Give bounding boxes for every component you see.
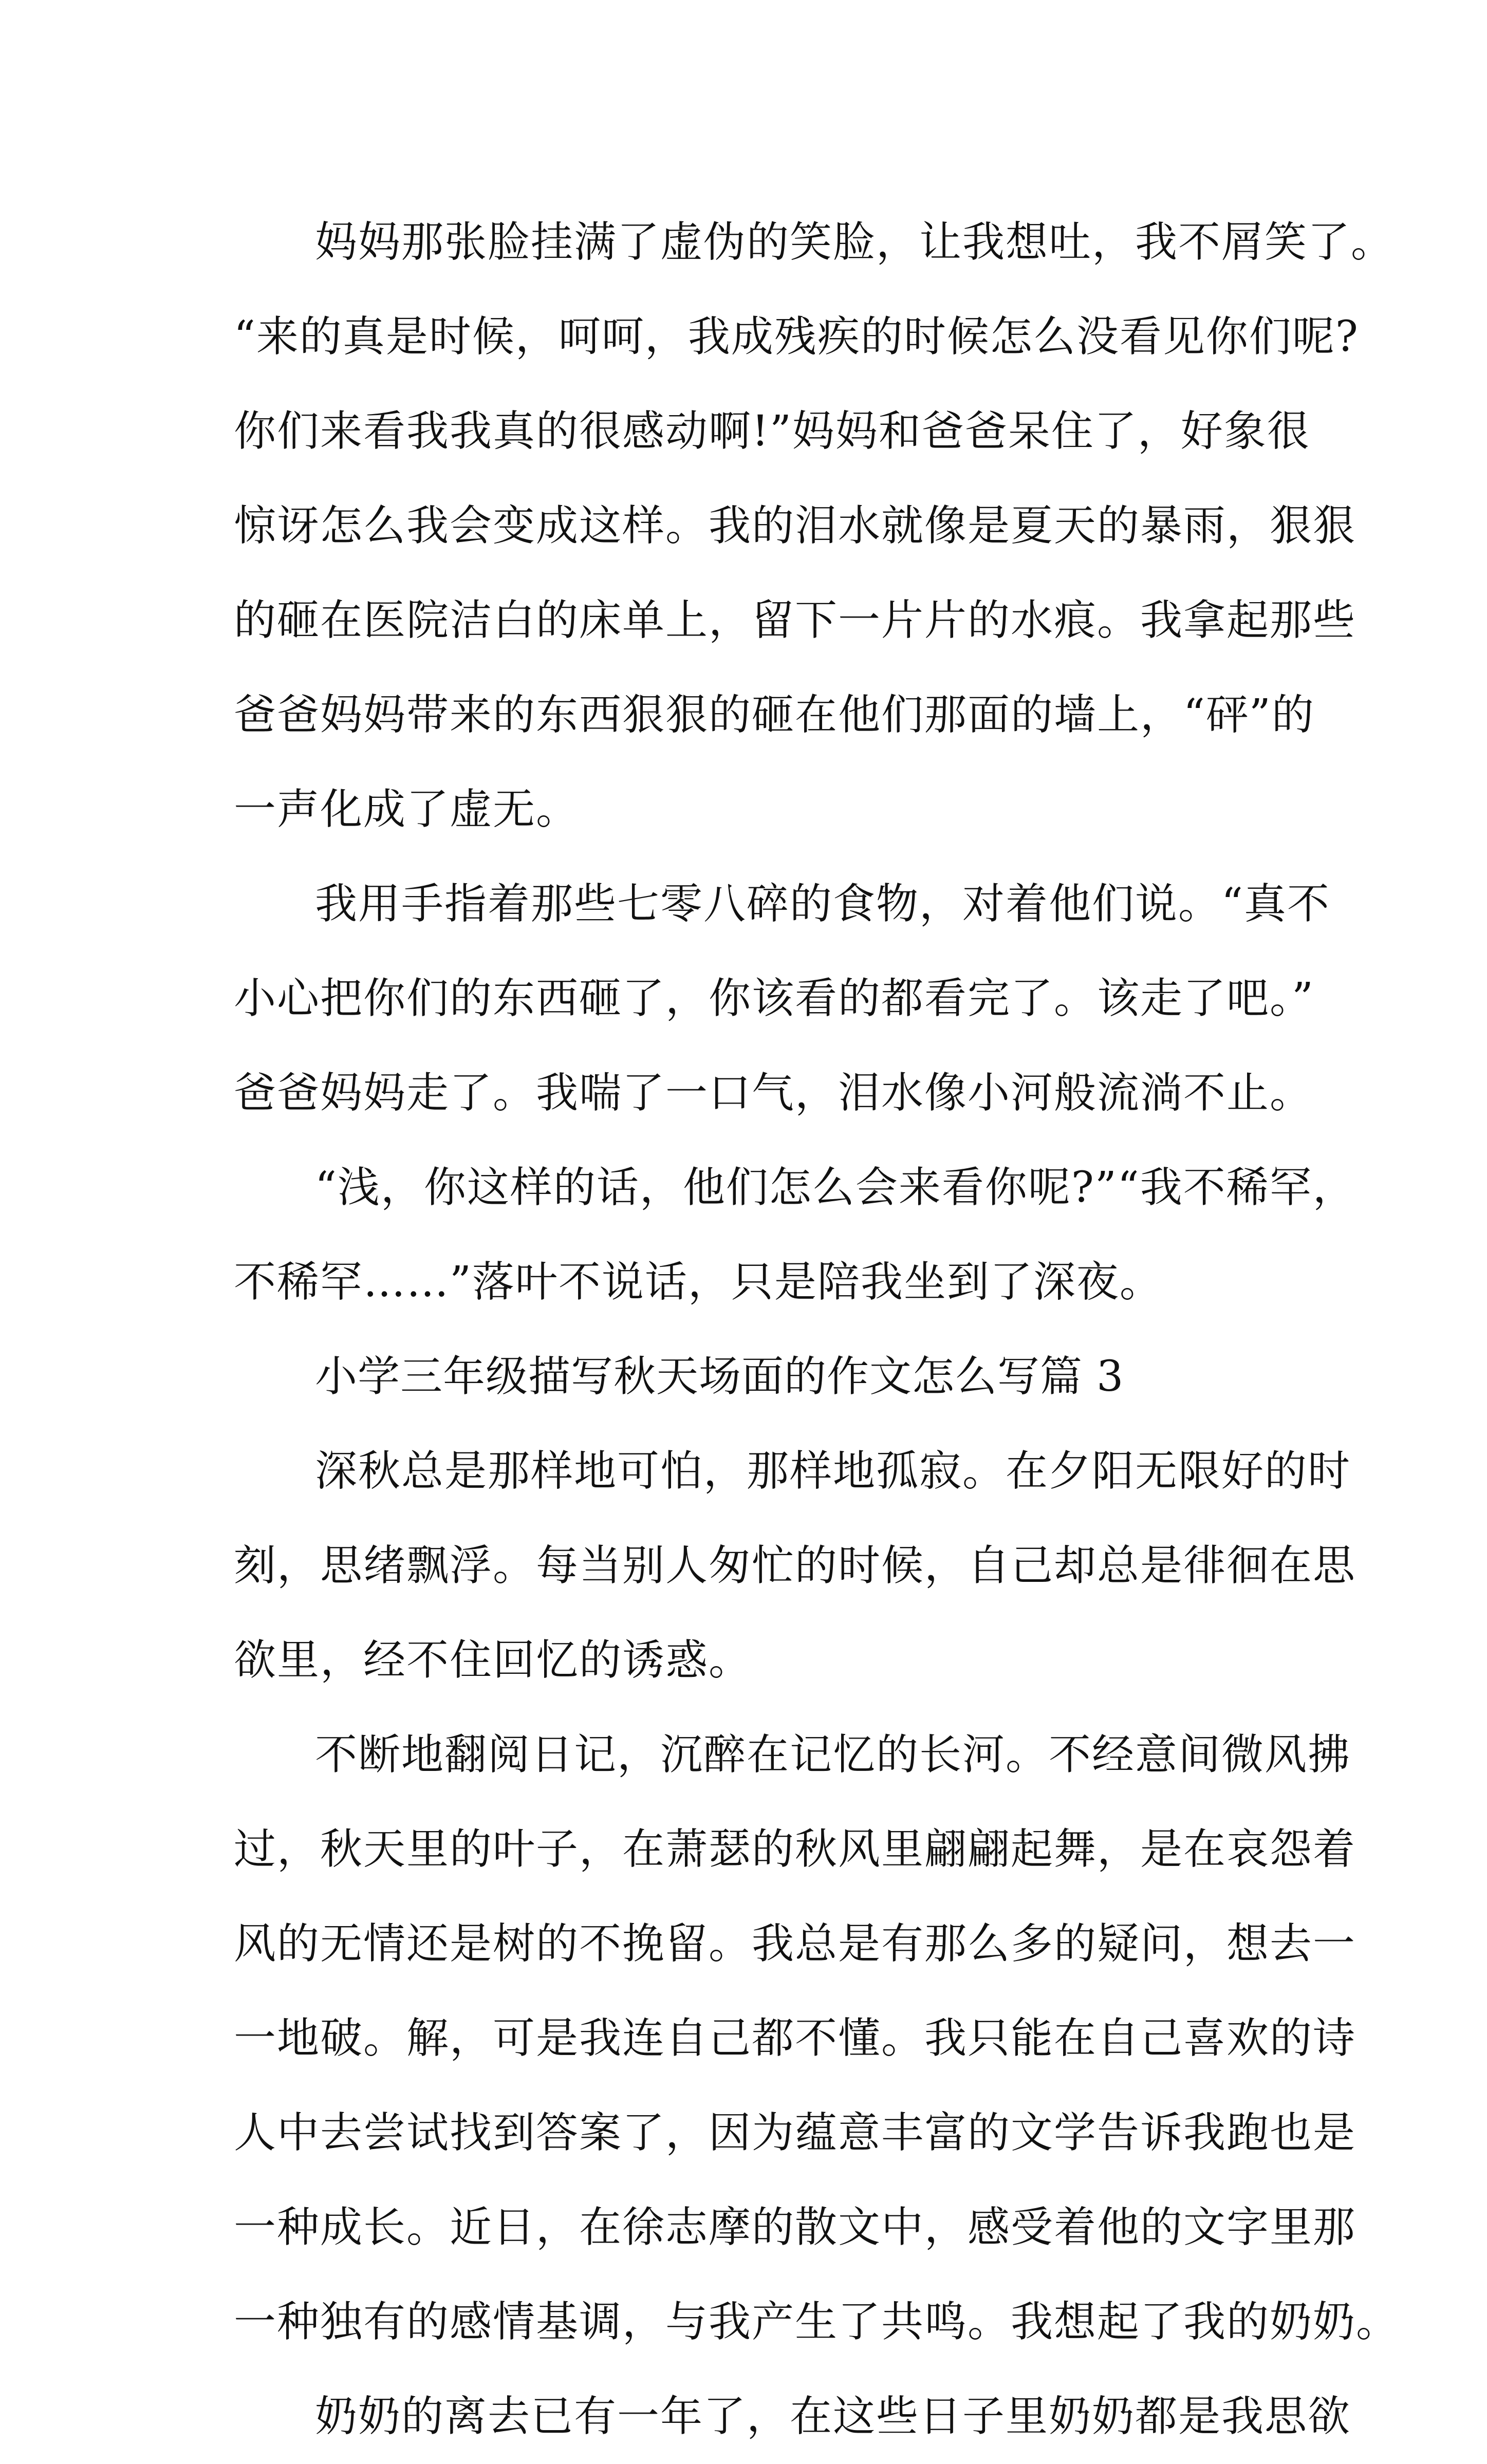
text-line: 不稀罕……”落叶不说话，只是陪我坐到了深夜。 (234, 1258, 1163, 1306)
text-line: 一声化成了虚无。 (234, 785, 580, 834)
text-line: 我用手指着那些七零八碎的食物，对着他们说。“真不 (315, 880, 1330, 928)
text-line: “来的真是时候，呵呵，我成残疾的时候怎么没看见你们呢? (234, 312, 1359, 361)
text-line: “浅，你这样的话，他们怎么会来看你呢?”“我不稀罕， (315, 1163, 1356, 1212)
text-line: 一种成长。近日，在徐志摩的散文中，感受着他的文字里那 (234, 2203, 1356, 2252)
text-line: 过，秋天里的叶子，在萧瑟的秋风里翩翩起舞，是在哀怨着 (234, 1825, 1356, 1874)
text-line: 的砸在医院洁白的床单上，留下一片片的水痕。我拿起那些 (234, 596, 1356, 645)
text-line: 刻，思绪飘浮。每当别人匆忙的时候，自己却总是徘徊在思 (234, 1541, 1356, 1590)
text-line: 惊讶怎么我会变成这样。我的泪水就像是夏天的暴雨，狠狠 (234, 501, 1356, 550)
paragraph-3 (234, 1141, 1356, 1330)
text-line: 小心把你们的东西砸了，你该看的都看完了。该走了吧。” (234, 974, 1314, 1023)
paragraph-2 (234, 857, 1330, 1141)
text-line: 一地破。解，可是我连自己都不懂。我只能在自己喜欢的诗 (234, 2014, 1356, 2063)
text-line: 一种独有的感情基调，与我产生了共鸣。我想起了我的奶奶。 (234, 2298, 1400, 2346)
text-line: 妈妈那张脸挂满了虚伪的笑脸，让我想吐，我不屑笑了。 (315, 218, 1395, 267)
text-line: 奶奶的离去已有一年了，在这些日子里奶奶都是我思欲 (315, 2392, 1351, 2441)
text-line: 人中去尝试找到答案了，因为蕴意丰富的文学告诉我跑也是 (234, 2108, 1356, 2157)
document-body (234, 195, 1400, 2464)
paragraph-5 (234, 1708, 1400, 2369)
paragraph-6 (234, 2369, 1351, 2464)
text-line: 爸爸妈妈带来的东西狠狠的砸在他们那面的墙上，“砰”的 (234, 690, 1315, 739)
paragraph-1 (234, 195, 1395, 857)
text-line: 不断地翻阅日记，沉醉在记忆的长河。不经意间微风拂 (315, 1730, 1351, 1779)
text-line: 你们来看我我真的很感动啊!”妈妈和爸爸呆住了，好象很 (234, 407, 1310, 456)
text-line: 爸爸妈妈走了。我喘了一口气，泪水像小河般流淌不止。 (234, 1069, 1313, 1117)
text-line: 风的无情还是树的不挽留。我总是有那么多的疑问，想去一 (234, 1919, 1356, 1968)
text-line: 欲里，经不住回忆的诱惑。 (234, 1636, 752, 1685)
heading-text: 小学三年级描写秋天场面的作文怎么写篇 3 (315, 1352, 1124, 1401)
section-heading (234, 1330, 1264, 1424)
text-line: 深秋总是那样地可怕，那样地孤寂。在夕阳无限好的时 (315, 1447, 1351, 1496)
paragraph-4 (234, 1424, 1356, 1708)
